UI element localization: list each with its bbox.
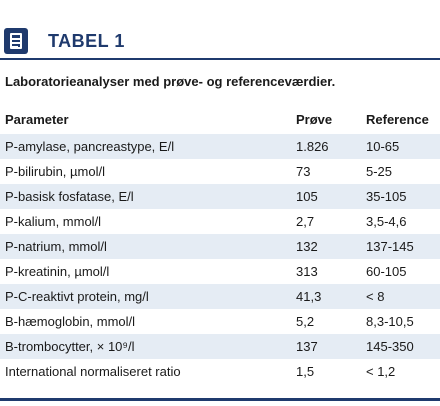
- cell-sample: 1.826: [296, 134, 366, 159]
- column-header-reference: Reference: [366, 111, 429, 127]
- cell-parameter: P-kalium, mmol/l: [0, 209, 296, 234]
- cell-sample: 73: [296, 159, 366, 184]
- cell-reference: 137-145: [366, 234, 440, 259]
- cell-sample: 105: [296, 184, 366, 209]
- cell-reference: 35-105: [366, 184, 440, 209]
- cell-parameter: P-C-reaktivt protein, mg/l: [0, 284, 296, 309]
- cell-reference: 5-25: [366, 159, 440, 184]
- cell-reference: 8,3-10,5: [366, 309, 440, 334]
- table-row: [0, 159, 440, 184]
- cell-sample: 41,3: [296, 284, 366, 309]
- cell-reference: 60-105: [366, 259, 440, 284]
- cell-sample: 5,2: [296, 309, 366, 334]
- cell-sample: 2,7: [296, 209, 366, 234]
- cell-parameter: B-trombocytter, × 10⁹/l: [0, 334, 296, 359]
- table-caption: Laboratorieanalyser med prøve- og referenceværdier.: [5, 74, 336, 89]
- table-row: [0, 209, 440, 234]
- cell-reference: 3,5-4,6: [366, 209, 440, 234]
- cell-parameter: P-basisk fosfatase, E/l: [0, 184, 296, 209]
- cell-reference: 145-350: [366, 334, 440, 359]
- cell-sample: 1,5: [296, 359, 366, 384]
- cell-parameter: P-kreatinin, µmol/l: [0, 259, 296, 284]
- table-row: [0, 284, 440, 309]
- cell-sample: 313: [296, 259, 366, 284]
- table-row: [0, 259, 440, 284]
- bottom-divider: [0, 398, 440, 401]
- table-header: [0, 0, 440, 60]
- cell-parameter: P-amylase, pancreastype, E/l: [0, 134, 296, 159]
- document-icon: [4, 28, 28, 54]
- table-row: [0, 184, 440, 209]
- cell-sample: 137: [296, 334, 366, 359]
- lab-table: [0, 104, 440, 384]
- table-row: [0, 234, 440, 259]
- cell-reference: 10-65: [366, 134, 440, 159]
- cell-parameter: P-natrium, mmol/l: [0, 234, 296, 259]
- column-header-parameter: Parameter: [5, 111, 69, 127]
- table-title: TABEL 1: [48, 31, 125, 51]
- cell-parameter: B-hæmoglobin, mmol/l: [0, 309, 296, 334]
- cell-reference: < 1,2: [366, 359, 440, 384]
- table-row: [0, 134, 440, 159]
- column-header-sample: Prøve: [296, 111, 333, 127]
- table-header-row: [0, 104, 440, 134]
- cell-parameter: International normaliseret ratio: [0, 359, 296, 384]
- table-row: [0, 359, 440, 384]
- cell-sample: 132: [296, 234, 366, 259]
- header-divider: [0, 58, 440, 60]
- table-row: [0, 309, 440, 334]
- table-row: [0, 334, 440, 359]
- cell-reference: < 8: [366, 284, 440, 309]
- cell-parameter: P-bilirubin, µmol/l: [0, 159, 296, 184]
